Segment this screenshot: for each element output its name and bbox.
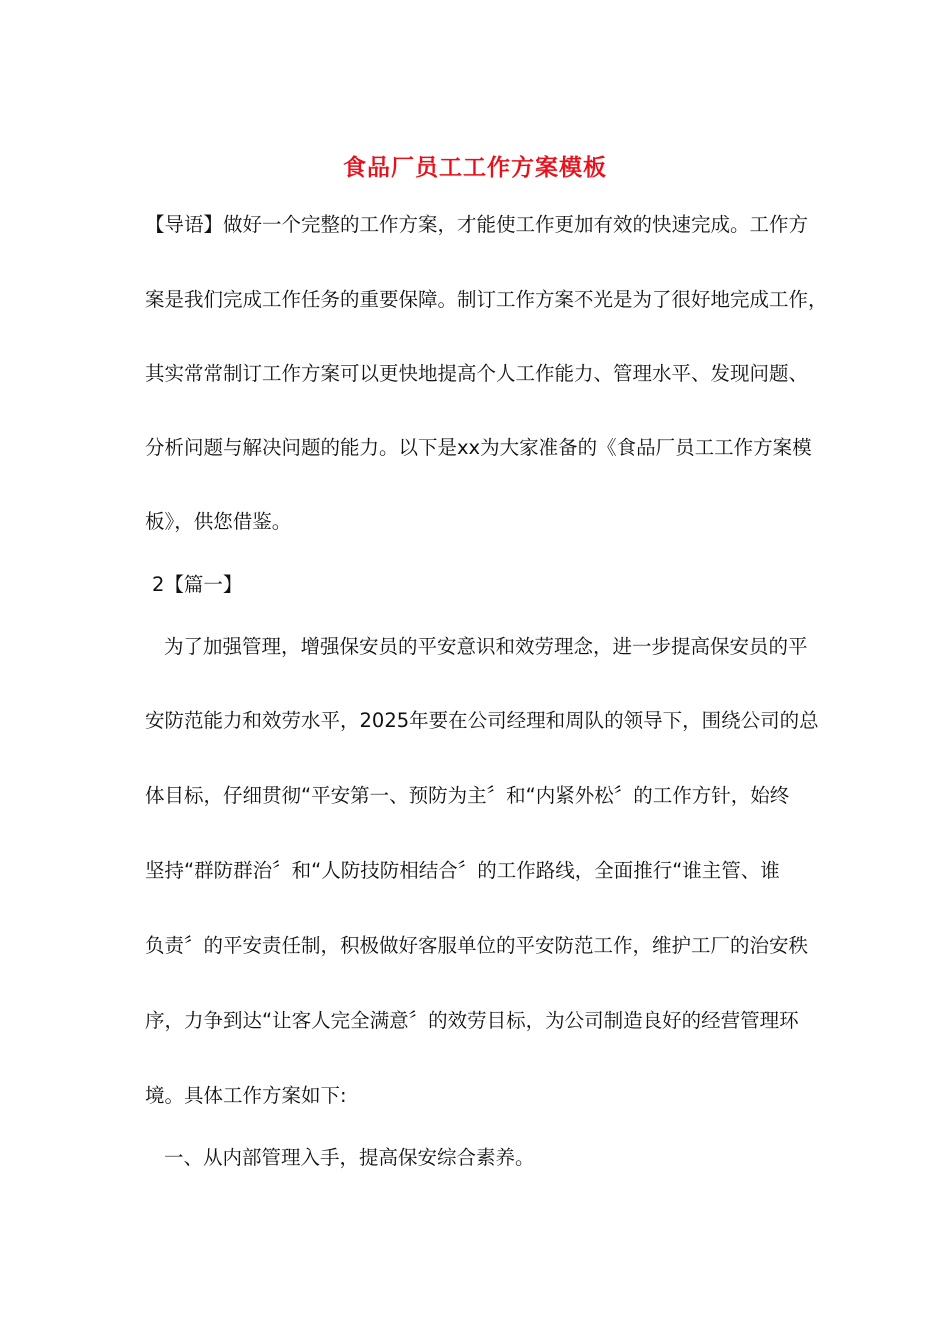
body-line-7: 境。具体工作方案如下:: [145, 1084, 347, 1107]
body-line-3: 体目标，仔细贯彻“平安第一、预防为主〞和“内紧外松〞的工作方针，始终: [145, 784, 790, 807]
section-heading: 2【篇一】: [152, 573, 243, 596]
intro-line-3: 其实常常制订工作方案可以更快地提高个人工作能力、管理水平、发现问题、: [145, 362, 809, 385]
body-line-6: 序，力争到达“让客人完全满意〞的效劳目标，为公司制造良好的经营管理环: [145, 1009, 799, 1032]
intro-line-1: 【导语】做好一个完整的工作方案，才能使工作更加有效的快速完成。工作方: [145, 213, 809, 236]
body-line-1: 为了加强管理，增强保安员的平安意识和效劳理念，进一步提高保安员的平: [164, 635, 808, 658]
subsection-heading: 一、从内部管理入手，提高保安综合素养。: [164, 1146, 535, 1169]
body-line-5: 负责〞的平安责任制，积极做好客服单位的平安防范工作，维护工厂的治安秩: [145, 934, 809, 957]
intro-line-4: 分析问题与解决问题的能力。以下是xx为大家准备的《食品厂员工工作方案模: [145, 436, 812, 459]
body-line-4: 坚持“群防群治〞和“人防技防相结合〞的工作路线，全面推行“谁主管、谁: [145, 859, 780, 882]
intro-line-5: 板》，供您借鉴。: [145, 510, 292, 533]
document-title: 食品厂员工工作方案模板: [343, 154, 607, 181]
intro-line-2: 案是我们完成工作任务的重要保障。制订工作方案不光是为了很好地完成工作，: [145, 288, 828, 311]
body-line-2: 安防范能力和效劳水平，2025年要在公司经理和周队的领导下，围绕公司的总: [145, 709, 819, 732]
